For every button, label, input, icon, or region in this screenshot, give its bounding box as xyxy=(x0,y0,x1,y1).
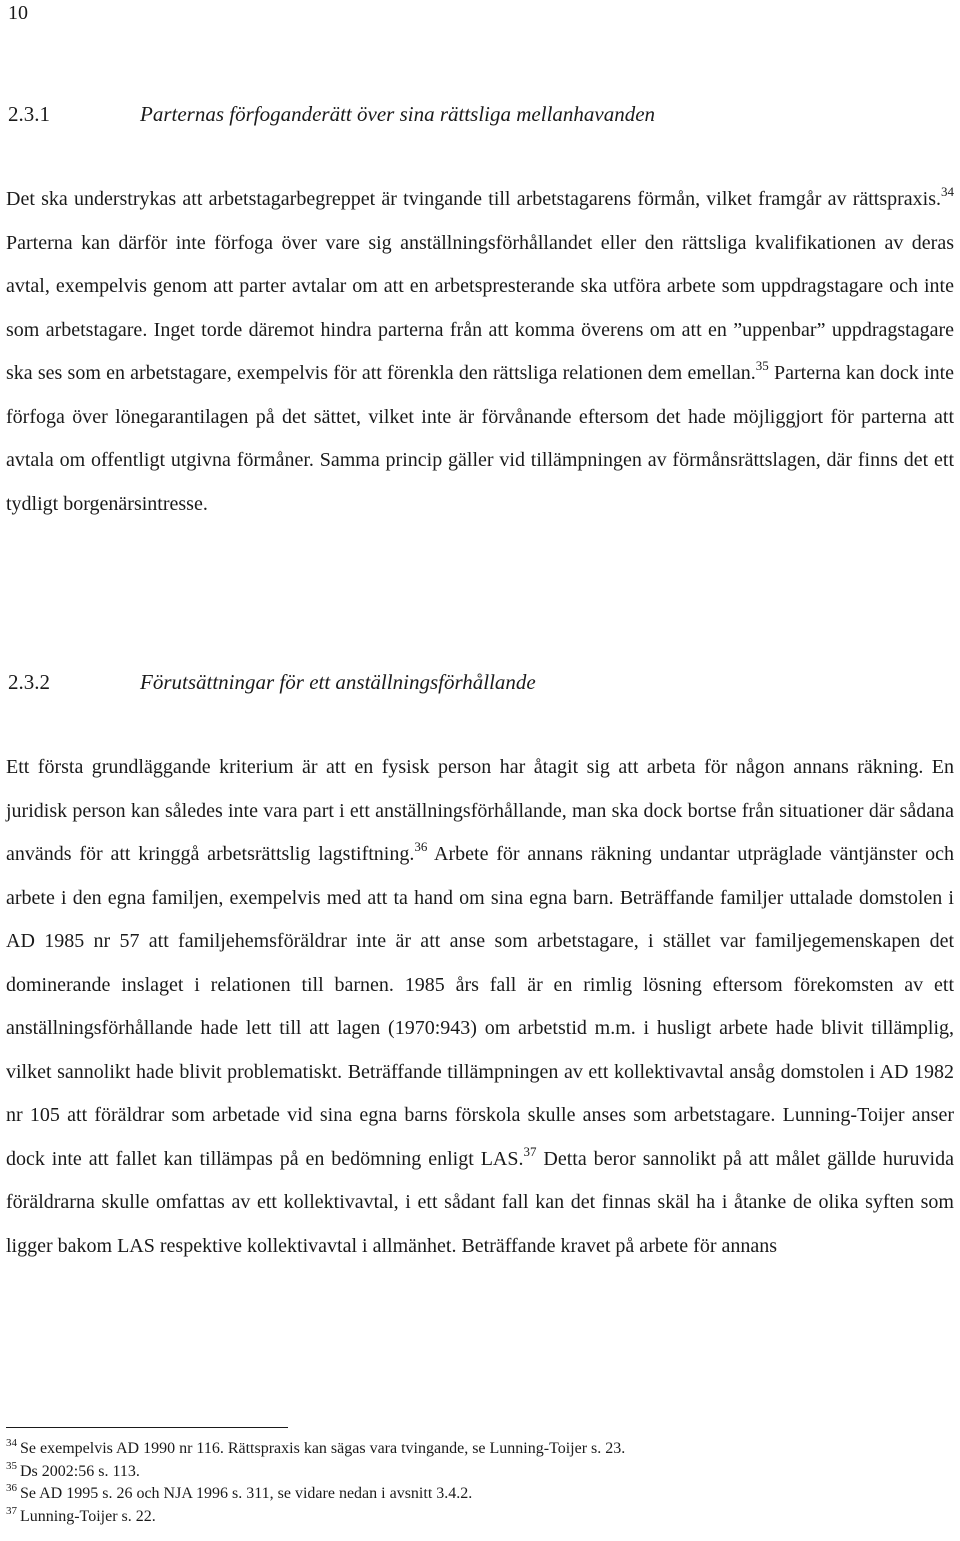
footnote-mark: 34 xyxy=(6,1437,17,1449)
paragraph-text: Parterna kan därför inte förfoga över vare sig anställningsförhållandet eller den rättsliga kvalifikationen av deras avtal, exempelvis genom att parter avtalar om att en arbetspresterande ska utföra arbete som uppdragstagare och inte som arbetstagare. Inget torde däremot hindra parterna från att komma överens om att en ”uppenbar” uppdragstagare ska ses som en arbetstagare, exempelvis för att förenkla den rättsliga relationen dem emellan. xyxy=(6,231,954,384)
footnotes xyxy=(6,1438,946,1528)
footnote-text: Lunning-Toijer s. 22. xyxy=(20,1507,156,1525)
paragraph-text: Parterna kan dock inte förfoga över lönegarantilagen på det sättet, vilket inte är förvånande eftersom det hade möjliggjort för parterna att avtala om offentligt utgivna förmåner. Samma princip gäller vid tillämpningen av förmånsrättslagen, där finns det ett tydligt borgenärsintresse. xyxy=(6,362,955,515)
paragraph-text: Arbete för annans räkning undantar utpräglade väntjänster och arbete i den egna familjen, exempelvis med att ta hand om sina egna barn. Beträffande familjer uttalade domstolen i AD 1985 nr 57 att familjehemsföräldrar inte är att anse som arbetstagare, i stället var familjegemenskapen det dominerande inslaget i relationen till barnen. 1985 års fall är en rimlig lösning eftersom förekomsten av ett anställningsförhållande hade lett till att lagen (1970:943) om arbetstid m.m. i husligt arbete hade blivit tillämplig, vilket sannolikt hade blivit problematiskt. Beträffande tillämpningen av ett kollektivavtal ansåg domstolen i AD 1982 nr 105 att föräldrar som arbetade vid sina egna barns förskola skulle anses som arbetstagare. Lunning-Toijer anser dock inte att fallet kan tillämpas på en bedömning enligt LAS. xyxy=(6,843,954,1170)
section-heading-2-3-1 xyxy=(8,100,940,128)
paragraph-text: Ett första grundläggande kriterium är att en fysisk person har åtagit sig att arbeta för någon annans räkning. En juridisk person kan således inte vara part i ett anställningsförhållande, man ska dock bortse från situationer där sådana används för att kringgå arbetsrättslig lagstiftning. xyxy=(6,756,954,865)
footnote-reference-36[interactable]: 36 xyxy=(414,839,428,854)
footnote-divider xyxy=(6,1427,288,1428)
body-paragraph-2 xyxy=(6,746,954,1268)
footnote-reference-35[interactable]: 35 xyxy=(755,358,769,373)
footnote-mark: 36 xyxy=(6,1482,17,1494)
body-paragraph-1 xyxy=(6,178,954,526)
footnote-34 xyxy=(6,1438,946,1461)
footnote-reference-37[interactable]: 37 xyxy=(523,1143,537,1159)
footnote-mark: 37 xyxy=(6,1504,17,1517)
footnote-35 xyxy=(6,1461,946,1484)
footnote-text: Se exempelvis AD 1990 nr 116. Rättspraxis kan sägas vara tvingande, se Lunning-Toijer s. 23. xyxy=(20,1440,626,1457)
section-number: 2.3.1 xyxy=(8,102,50,126)
paragraph-text: Det ska understrykas att arbetstagarbegreppet är tvingande till arbetstagarens förmån, vilket framgår av rättspraxis. xyxy=(6,188,941,210)
footnote-37 xyxy=(6,1506,946,1529)
footnote-reference-34[interactable]: 34 xyxy=(941,184,954,199)
footnote-mark: 35 xyxy=(6,1459,17,1472)
paragraph-text: Detta beror sannolikt på att målet gällde huruvida föräldrarna skulle omfattas av ett kollektivavtal, i ett sådant fall kan det finnas skäl ha i åtanke de olika syften som ligger bakom LAS respektive kollektivavtal i allmänhet. Beträffande kravet på arbete för annans xyxy=(6,1147,954,1257)
page-number: 10 xyxy=(8,2,28,24)
footnote-text: Ds 2002:56 s. 113. xyxy=(20,1462,140,1480)
footnote-text: Se AD 1995 s. 26 och NJA 1996 s. 311, se vidare nedan i avsnitt 3.4.2. xyxy=(20,1485,473,1502)
section-title: Parternas förfoganderätt över sina rättsliga mellanhavanden xyxy=(140,102,656,126)
section-title: Förutsättningar för ett anställningsförhållande xyxy=(140,670,536,694)
section-number: 2.3.2 xyxy=(8,670,50,694)
footnote-36 xyxy=(6,1483,946,1506)
section-heading-2-3-2 xyxy=(8,668,940,696)
